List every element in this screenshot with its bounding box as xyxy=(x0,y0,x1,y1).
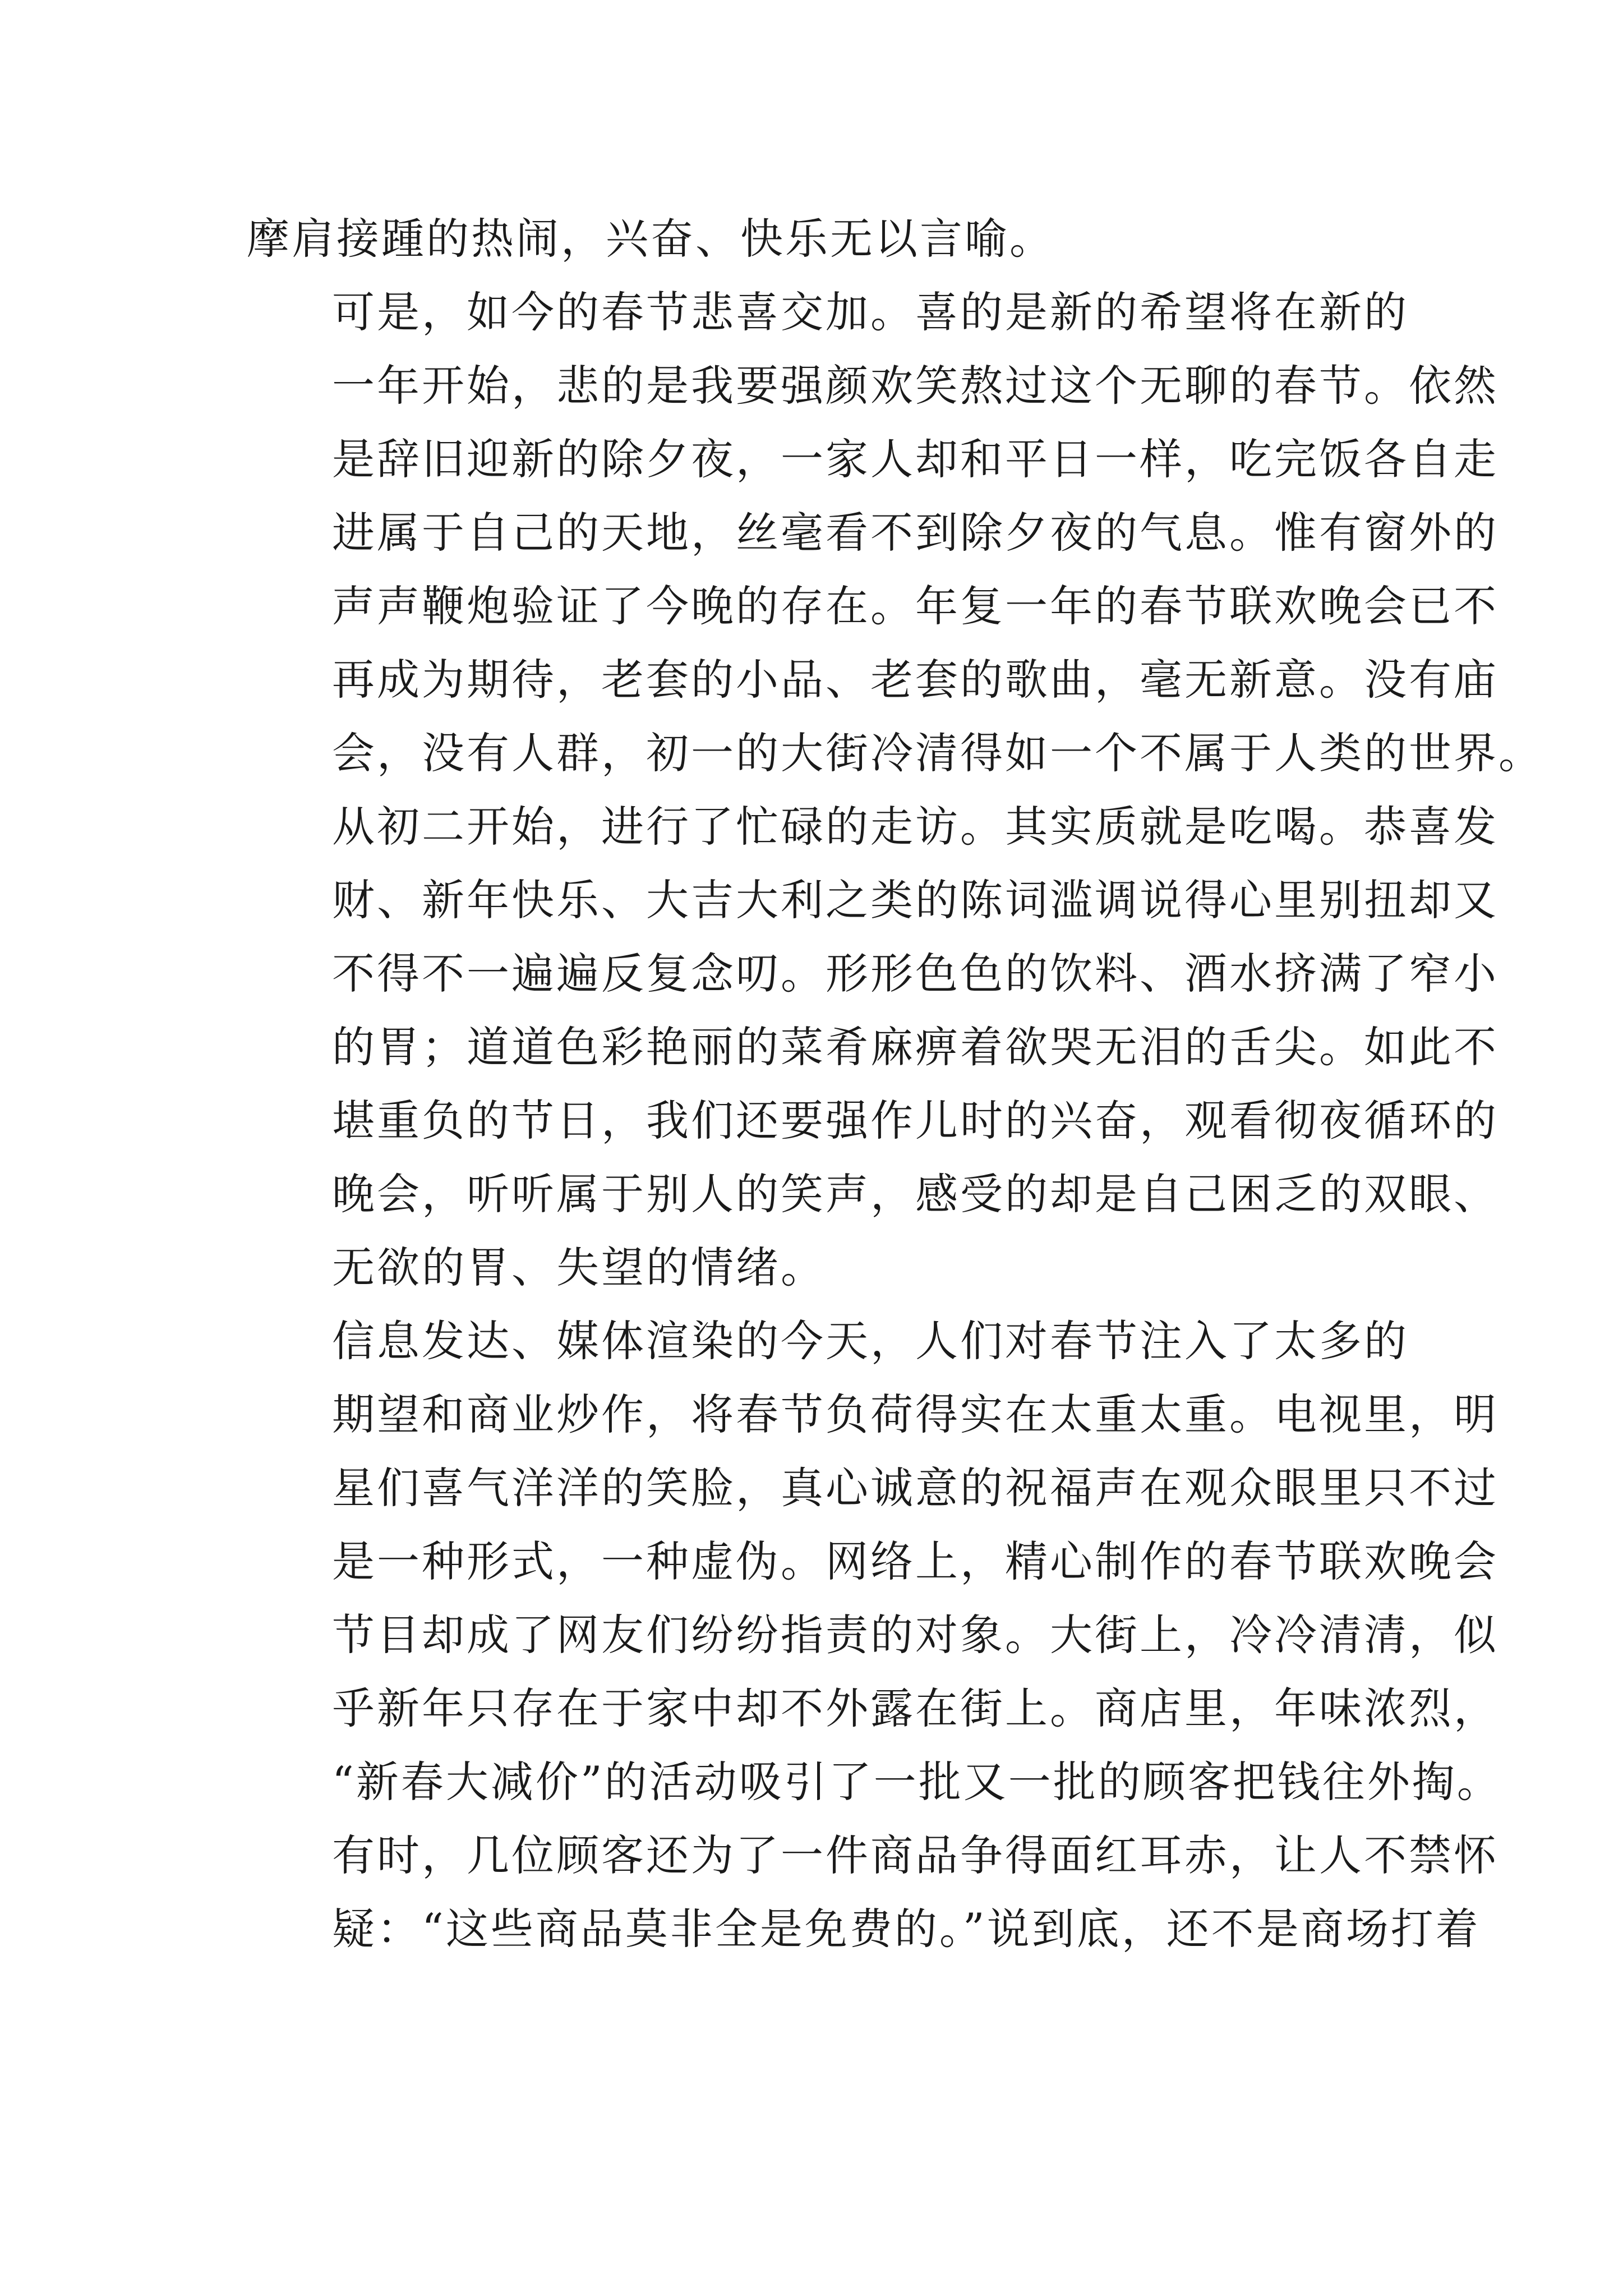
text-line: 是辞旧迎新的除夕夜，一家人却和平日一样，吃完饭各自走 xyxy=(332,434,1498,484)
text-line: 进属于自己的天地，丝毫看不到除夕夜的气息。惟有窗外的 xyxy=(332,508,1498,558)
paragraph xyxy=(247,1304,1502,1966)
text-line: 节目却成了网友们纷纷指责的对象。大街上，冷冷清清，似 xyxy=(332,1610,1498,1660)
text-line: 堪重负的节日，我们还要强作儿时的兴奋，观看彻夜循环的 xyxy=(332,1096,1498,1145)
text-line: 的胃；道道色彩艳丽的菜肴麻痹着欲哭无泪的舌尖。如此不 xyxy=(332,1022,1498,1072)
paragraph xyxy=(247,202,1413,275)
text-line: 不得不一遍遍反复念叨。形形色色的饮料、酒水挤满了窄小 xyxy=(332,949,1498,999)
body-text xyxy=(247,202,1543,1966)
text-line: 信息发达、媒体渲染的今天，人们对春节注入了太多的 xyxy=(332,1316,1409,1366)
text-line: 无欲的胃、失望的情绪。 xyxy=(332,1243,826,1292)
text-line: 星们喜气洋洋的笑脸，真心诚意的祝福声在观众眼里只不过 xyxy=(332,1463,1498,1513)
text-line: 是一种形式，一种虚伪。网络上，精心制作的春节联欢晚会 xyxy=(332,1536,1498,1586)
text-line: 会，没有人群，初一的大街冷清得如一个不属于人类的世界。 xyxy=(332,728,1543,778)
text-line: 一年开始，悲的是我要强颜欢笑熬过这个无聊的春节。依然 xyxy=(332,361,1498,411)
text-line: 摩肩接踵的热闹，兴奋、快乐无以言喻。 xyxy=(247,214,1054,264)
text-line: 从初二开始，进行了忙碌的走访。其实质就是吃喝。恭喜发 xyxy=(332,802,1498,852)
text-line: 晚会，听听属于别人的笑声，感受的却是自己困乏的双眼、 xyxy=(332,1169,1498,1219)
text-line: 再成为期待，老套的小品、老套的歌曲，毫无新意。没有庙 xyxy=(332,655,1498,705)
text-line: 可是，如今的春节悲喜交加。喜的是新的希望将在新的 xyxy=(332,287,1409,337)
text-line: 疑：“这些商品莫非全是免费的。”说到底，还不是商场打着 xyxy=(332,1904,1481,1954)
text-line: 有时，几位顾客还为了一件商品争得面红耳赤，让人不禁怀 xyxy=(332,1830,1498,1880)
text-line: 期望和商业炒作，将春节负荷得实在太重太重。电视里，明 xyxy=(332,1389,1498,1439)
text-line: 乎新年只存在于家中却不外露在街上。商店里，年味浓烈， xyxy=(332,1683,1498,1733)
paragraph xyxy=(247,275,1543,1304)
text-line: 声声鞭炮验证了今晚的存在。年复一年的春节联欢晚会已不 xyxy=(332,581,1498,631)
text-line: 财、新年快乐、大吉大利之类的陈词滥调说得心里别扭却又 xyxy=(332,875,1498,925)
text-line: “新春大减价”的活动吸引了一批又一批的顾客把钱往外掏。 xyxy=(332,1757,1502,1807)
